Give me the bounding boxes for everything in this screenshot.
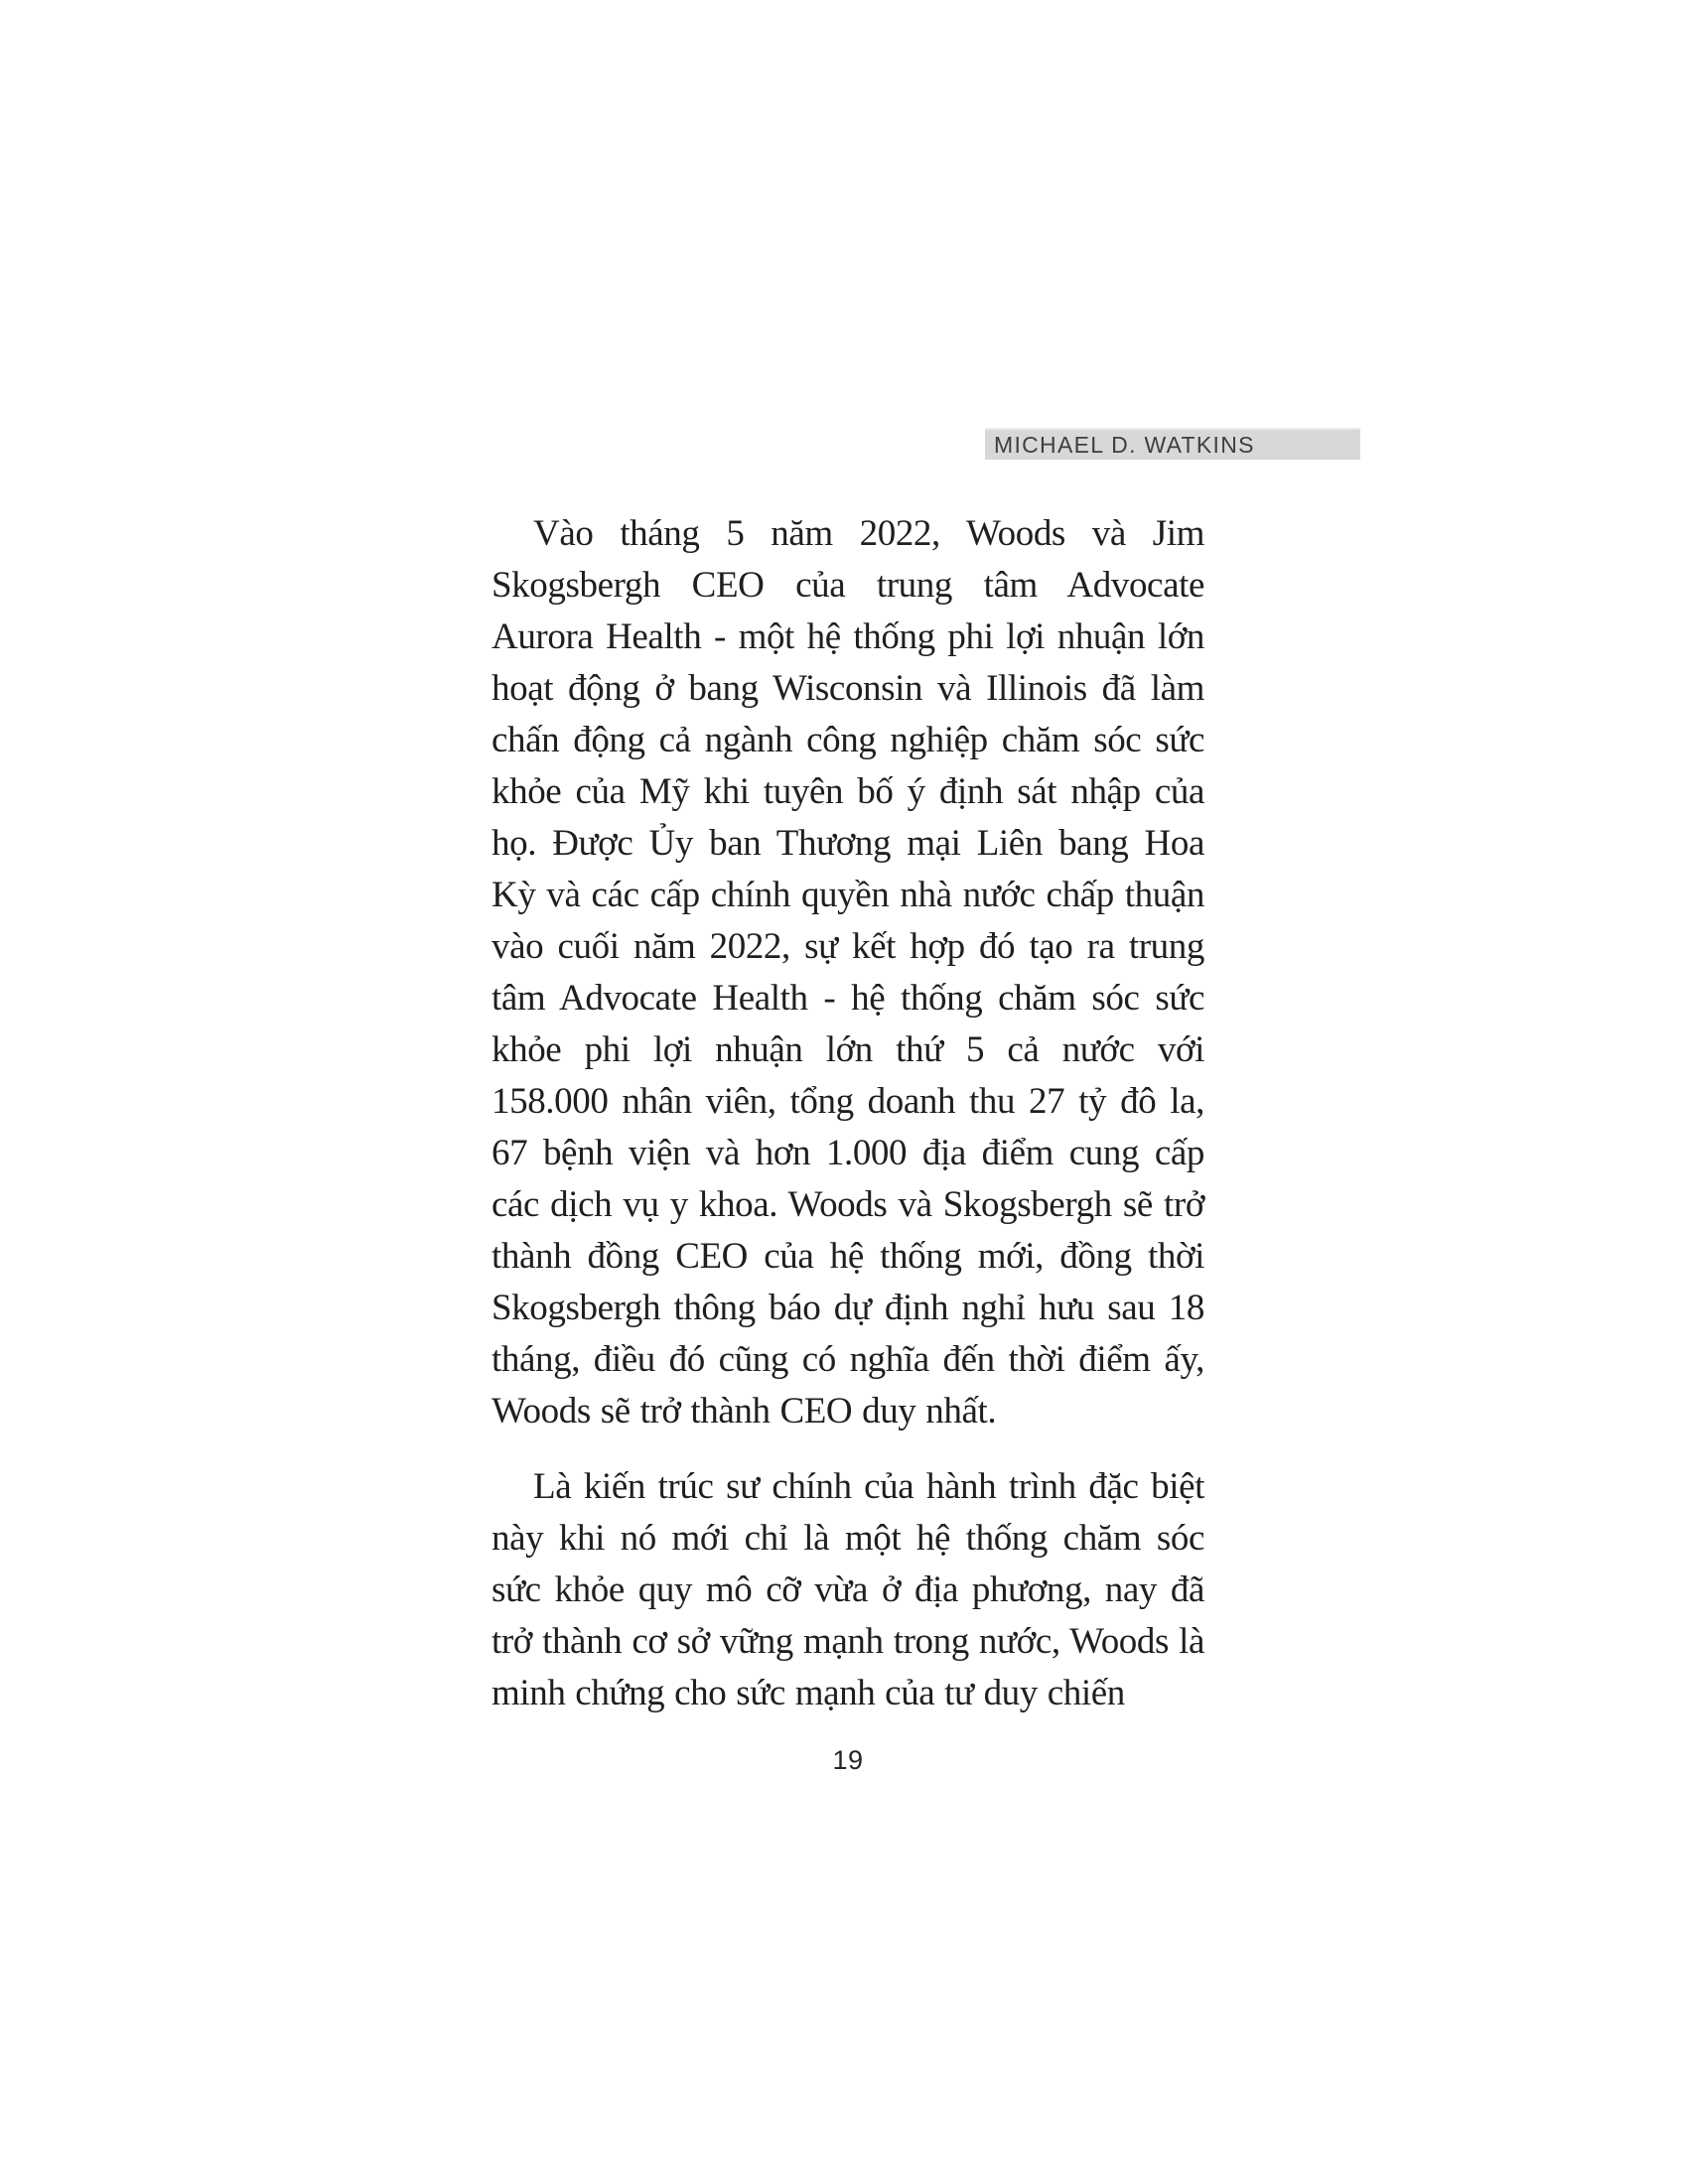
page-number: 19 [832, 1745, 864, 1775]
paragraph-merger-announcement: Vào tháng 5 năm 2022, Woods và Jim Skogsbergh CEO của trung tâm Advocate Aurora Health - một hệ thống phi lợi nhuận lớn hoạt động ở bang Wisconsin và Illinois đã làm chấn động cả ngành công nghiệp chăm sóc sức khỏe của Mỹ khi tuyên bố ý định sát nhập của họ. Được Ủy ban Thương mại Liên bang Hoa Kỳ và các cấp chính quyền nhà nước chấp thuận vào cuối năm 2022, sự kết hợp đó tạo ra trung tâm Advocate Health - hệ thống chăm sóc sức khỏe phi lợi nhuận lớn thứ 5 cả nước với 158.000 nhân viên, tổng doanh thu 27 tỷ đô la, 67 bệnh viện và hơn 1.000 địa điểm cung cấp các dịch vụ y khoa. Woods và Skogsbergh sẽ trở thành đồng CEO của hệ thống mới, đồng thời Skogsbergh thông báo dự định nghỉ hưu sau 18 tháng, điều đó cũng có nghĩa đến thời điểm ấy, Woods sẽ trở thành CEO duy nhất. [492, 513, 1204, 1432]
running-header-author: MICHAEL D. WATKINS [994, 431, 1255, 458]
paragraph-architect-journey: Là kiến trúc sư chính của hành trình đặc biệt này khi nó mới chỉ là một hệ thống chăm sóc sức khỏe quy mô cỡ vừa ở địa phương, nay đã trở thành cơ sở vững mạnh trong nước, Woods là minh chứng cho sức mạnh của tư duy chiến [492, 1466, 1204, 1713]
running-header-bar [985, 428, 1360, 460]
body-text-block [492, 508, 1204, 1776]
